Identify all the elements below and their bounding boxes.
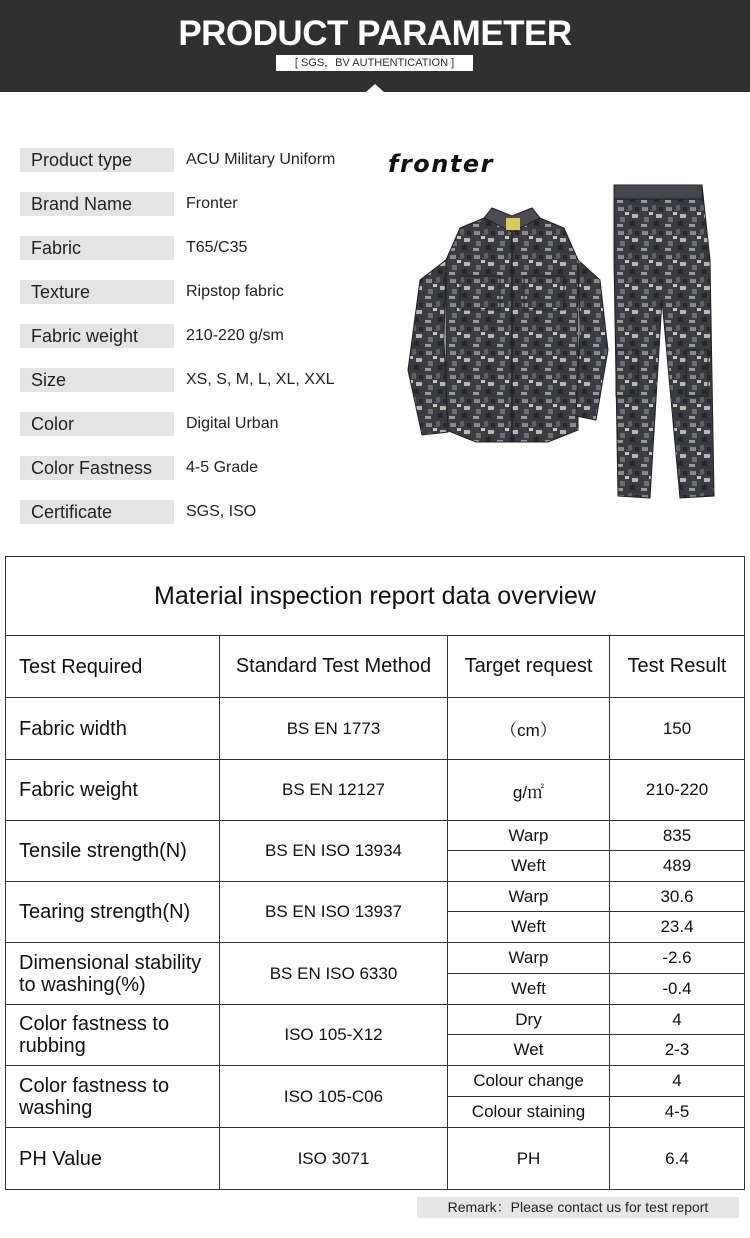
param-row-texture bbox=[20, 280, 380, 304]
row-method: ISO 3071 bbox=[220, 1128, 448, 1189]
row-result: -0.4 bbox=[610, 974, 744, 1005]
row-test-name: Color fastness to washing bbox=[6, 1066, 220, 1128]
banner-pointer bbox=[366, 84, 384, 92]
param-label: Color Fastness bbox=[20, 456, 174, 480]
row-target: （cm） bbox=[448, 698, 610, 760]
param-label: Brand Name bbox=[20, 192, 174, 216]
row-target: Dry bbox=[448, 1005, 610, 1035]
row-target: Wet bbox=[448, 1035, 610, 1066]
row-target: Colour change bbox=[448, 1066, 610, 1097]
param-value: ACU Military Uniform bbox=[186, 151, 336, 168]
header-test-result: Test Result bbox=[610, 636, 744, 698]
row-result: 30.6 bbox=[610, 882, 744, 912]
param-row-certificate bbox=[20, 500, 380, 524]
param-row-color-fastness bbox=[20, 456, 380, 480]
param-row-brand-name bbox=[20, 192, 380, 216]
row-test-name: Dimensional stability to washing(%) bbox=[6, 943, 220, 1005]
row-result: 2-3 bbox=[610, 1035, 744, 1066]
trousers bbox=[614, 185, 714, 498]
param-label: Product type bbox=[20, 148, 174, 172]
row-test-name: Fabric weight bbox=[6, 760, 220, 821]
row-method: ISO 105-X12 bbox=[220, 1005, 448, 1066]
param-row-fabric bbox=[20, 236, 380, 260]
row-target: Colour staining bbox=[448, 1097, 610, 1128]
row-target: Weft bbox=[448, 851, 610, 882]
row-method: BS EN ISO 6330 bbox=[220, 943, 448, 1005]
param-row-product-type bbox=[20, 148, 380, 172]
param-value: Digital Urban bbox=[186, 415, 279, 432]
row-result: 489 bbox=[610, 851, 744, 882]
jacket bbox=[408, 208, 608, 442]
row-target: Warp bbox=[448, 943, 610, 974]
param-row-fabric-weight bbox=[20, 324, 380, 348]
param-label: Fabric bbox=[20, 236, 174, 260]
row-method: BS EN ISO 13937 bbox=[220, 882, 448, 943]
param-row-color bbox=[20, 412, 380, 436]
param-value: Fronter bbox=[186, 195, 238, 212]
param-value: SGS, ISO bbox=[186, 503, 257, 520]
row-result: 150 bbox=[610, 698, 744, 760]
uniform-product-image bbox=[400, 180, 730, 510]
row-result: 4 bbox=[610, 1005, 744, 1035]
header-banner bbox=[0, 0, 750, 92]
row-result: 210-220 bbox=[610, 760, 744, 821]
param-label: Fabric weight bbox=[20, 324, 174, 348]
authentication-badge: [ SGS，BV AUTHENTICATION ] bbox=[276, 55, 473, 71]
row-target: Weft bbox=[448, 974, 610, 1005]
row-method: ISO 105-C06 bbox=[220, 1066, 448, 1128]
row-test-name: Tearing strength(N) bbox=[6, 882, 220, 943]
row-target: PH bbox=[448, 1128, 610, 1189]
param-label: Size bbox=[20, 368, 174, 392]
row-result: -2.6 bbox=[610, 943, 744, 974]
row-result: 6.4 bbox=[665, 1148, 689, 1168]
row-target: Warp bbox=[448, 821, 610, 851]
param-value: XS, S, M, L, XL, XXL bbox=[186, 371, 335, 388]
row-result: 835 bbox=[610, 821, 744, 851]
row-target: g/㎡ bbox=[448, 760, 610, 821]
param-value: 210-220 g/sm bbox=[186, 327, 284, 344]
row-target: Warp bbox=[448, 882, 610, 912]
param-row-size bbox=[20, 368, 380, 392]
row-method: BS EN 12127 bbox=[220, 760, 448, 821]
header-test-required: Test Required bbox=[6, 636, 220, 698]
header-standard-test-method: Standard Test Method bbox=[220, 636, 448, 698]
row-test-name: Tensile strength(N) bbox=[6, 821, 220, 882]
param-value: Ripstop fabric bbox=[186, 283, 284, 300]
inspection-report-table bbox=[5, 556, 745, 1190]
row-test-name: Color fastness to rubbing bbox=[6, 1005, 220, 1066]
param-label: Color bbox=[20, 412, 174, 436]
page-title: PRODUCT PARAMETER bbox=[178, 14, 572, 53]
brand-logo: fronter bbox=[388, 150, 494, 178]
row-test-name: Fabric width bbox=[6, 698, 220, 760]
param-label: Certificate bbox=[20, 500, 174, 524]
remark-note: Remark：Please contact us for test report bbox=[417, 1197, 739, 1218]
row-result: 4-5 bbox=[610, 1097, 744, 1128]
param-value: 4-5 Grade bbox=[186, 459, 259, 476]
row-result: 23.4 bbox=[610, 912, 744, 943]
row-target: Weft bbox=[448, 912, 610, 943]
table-title: Material inspection report data overview bbox=[6, 557, 744, 636]
row-method: BS EN ISO 13934 bbox=[220, 821, 448, 882]
param-value: T65/C35 bbox=[186, 239, 248, 256]
row-method: BS EN 1773 bbox=[220, 698, 448, 760]
header-target-request: Target request bbox=[448, 636, 610, 698]
param-label: Texture bbox=[20, 280, 174, 304]
row-test-name: PH Value bbox=[6, 1128, 220, 1189]
row-result: 4 bbox=[610, 1066, 744, 1097]
